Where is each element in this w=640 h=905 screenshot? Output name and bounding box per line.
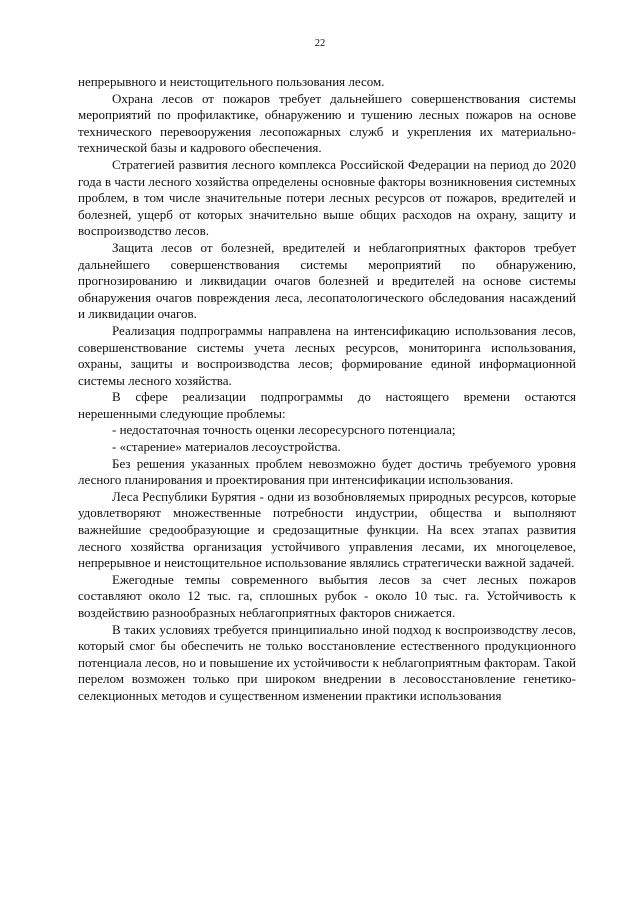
paragraph: В сфере реализации подпрограммы до настоящего времени остаются нерешенными следующие проблемы: xyxy=(78,389,576,421)
page-number: 22 xyxy=(314,38,326,49)
paragraph: Реализация подпрограммы направлена на интенсификацию использования лесов, совершенствование системы учета лесных ресурсов, мониторинга использования, охраны, защиты и воспроизводства лесов; формирование единой информационной системы лесного хозяйства. xyxy=(78,322,576,388)
document-body xyxy=(78,74,576,705)
paragraph: Охрана лесов от пожаров требует дальнейшего совершенствования системы мероприятий по профилактике, обнаружению и тушению лесных пожаров на основе технического перевооружения лесопожарных служб и укрепления их материально-технической базы и кадрового обеспечения. xyxy=(78,90,576,156)
paragraph: Стратегией развития лесного комплекса Российской Федерации на период до 2020 года в части лесного хозяйства определены основные факторы возникновения системных проблем, в том числе значительные потери лесных ресурсов от пожаров, вредителей и болезней, ущерб от которых значительно выше общих расходов на охрану, защиту и воспроизводство лесов. xyxy=(78,156,576,239)
paragraph: В таких условиях требуется принципиально иной подход к воспроизводству лесов, который смог бы обеспечить не только восстановление естественного продукционного потенциала лесов, но и повышение их устойчивости к неблагоприятным факторам. Такой перелом возможен только при широком внедрении в лесовосстановление генетико-селекционных методов и существенном изменении практики использования xyxy=(78,621,576,703)
paragraph: Леса Республики Бурятия - одни из возобновляемых природных ресурсов, которые удовлетворяют множественные потребности индустрии, общества и выполняют важнейшие средообразующие и средозащитные функции. На всех этапах развития лесного хозяйства организация устойчивого управления лесами, их многоцелевое, непрерывное и неистощительное использование являлись стратегически важной задачей. xyxy=(78,488,576,571)
list-item: - недостаточная точность оценки лесоресурсного потенциала; xyxy=(112,422,456,438)
paragraph: Без решения указанных проблем невозможно будет достичь требуемого уровня лесного планирования и проектирования при интенсификации использования. xyxy=(78,455,576,488)
paragraph: Защита лесов от болезней, вредителей и неблагоприятных факторов требует дальнейшего совершенствования системы мероприятий по обнаружению, прогнозированию и ликвидации очагов болезней и вредителей на основе системы обнаружения очагов повреждения леса, лесопатологического обследования насаждений и ликвидации очагов. xyxy=(78,239,576,322)
list-item: - «старение» материалов лесоустройства. xyxy=(112,439,341,455)
paragraph: непрерывного и неистощительного пользования лесом. xyxy=(78,74,385,89)
paragraph: Ежегодные темпы современного выбытия лесов за счет лесных пожаров составляют около 12 тыс. га, сплошных рубок - около 10 тыс. га. Устойчивость к воздействию разнообразных неблагоприятных факторов снижается. xyxy=(78,571,576,620)
